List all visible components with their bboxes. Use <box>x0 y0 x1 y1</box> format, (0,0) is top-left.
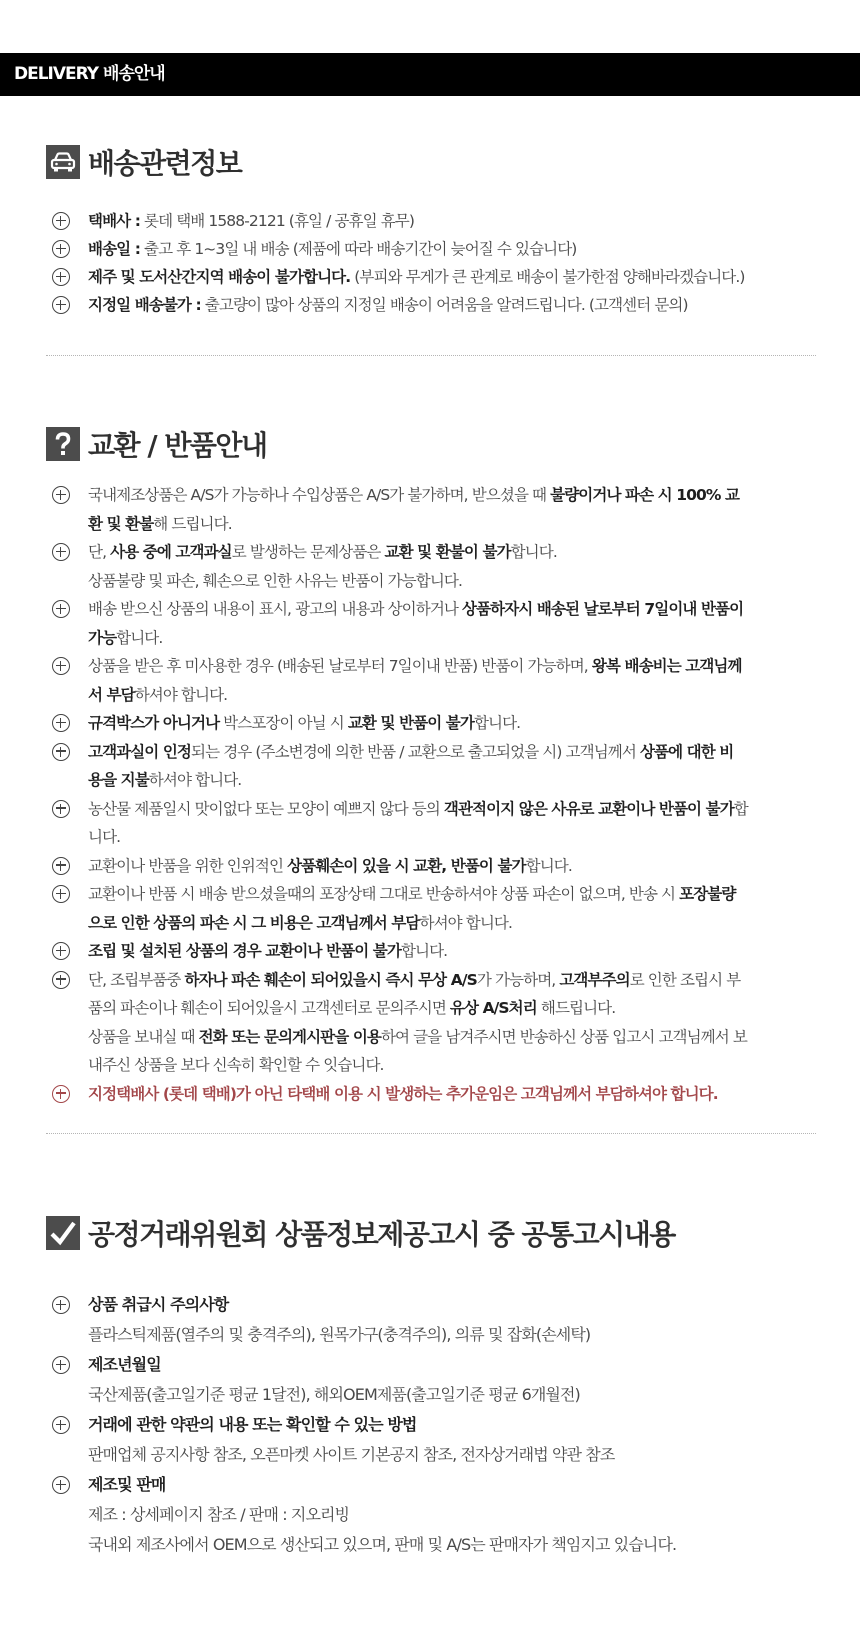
plus-circle-icon <box>52 543 70 561</box>
item-description: 판매업체 공지사항 참조, 오픈마켓 사이트 기본공지 참조, 전자상거래법 약관 참조 <box>88 1445 615 1464</box>
exchange-return-section <box>46 427 826 1108</box>
bold-text: 서 부담 <box>88 685 135 704</box>
bold-text: 지정일 배송불가 : <box>88 296 201 314</box>
plus-circle-icon <box>52 600 70 618</box>
bold-text: 고객과실이 인정 <box>88 742 192 761</box>
section-header <box>46 427 826 461</box>
plus-circle-icon <box>52 1476 70 1494</box>
item-text: 하셔야 합니다. <box>134 685 228 704</box>
list-item <box>46 966 826 1080</box>
bold-text: 제주 및 도서산간지역 배송이 불가합니다. <box>88 268 351 286</box>
section-title: 교환 / 반품안내 <box>88 429 267 462</box>
item-text: 국내제조상품은 A/S가 가능하나 수입상품은 A/S가 불가하며, 받으셨을 때 <box>88 486 551 504</box>
ftc-notice-section <box>46 1216 826 1560</box>
bold-text: 사용 중에 고객과실 <box>110 543 232 561</box>
list-item <box>46 595 826 652</box>
item-title: 상품 취급시 주의사항 <box>88 1295 229 1314</box>
plus-circle-icon <box>52 657 70 675</box>
plus-circle-icon <box>52 1085 70 1103</box>
list-item <box>46 738 826 795</box>
bold-text: 고객부주의 <box>559 970 630 989</box>
plus-circle-icon <box>52 1296 70 1314</box>
bold-text: 배송일 : <box>88 240 141 258</box>
item-text: 상품을 받은 후 미사용한 경우 (배송된 날로부터 7일이내 반품) 반품이 가능하며, <box>88 657 592 675</box>
item-text: 단, <box>88 543 111 561</box>
delivery-list <box>46 207 826 319</box>
bold-text: 객관적이지 않은 사유로 교환이나 반품이 불가 <box>443 799 734 818</box>
plus-circle-icon <box>52 714 70 732</box>
list-item <box>46 880 826 937</box>
plus-circle-icon <box>52 971 70 989</box>
page-header-title: DELIVERY 배송안내 <box>14 64 165 84</box>
item-title: 제조년월일 <box>88 1355 161 1374</box>
list-item <box>46 1410 826 1470</box>
bold-text: 상품에 대한 비 <box>639 742 734 761</box>
item-text: 합니다. <box>510 543 557 561</box>
item-text: 단, 조립부품중 <box>88 970 185 989</box>
item-text: 합 <box>733 799 748 818</box>
plus-circle-icon <box>52 1356 70 1374</box>
bold-text: 규격박스가 아니거나 <box>88 714 220 732</box>
plus-circle-icon <box>52 743 70 761</box>
item-text: 합니다. <box>400 942 448 960</box>
item-text: 교환이나 반품 시 배송 받으셨을때의 포장상태 그대로 반송하셔야 상품 파손이 없으며, 반송 시 <box>88 885 680 903</box>
item-text: 되는 경우 (주소변경에 의한 반품 / 교환으로 출고되었을 시) 고객님께서 <box>191 742 640 761</box>
item-text: 해드립니다. <box>536 999 616 1017</box>
item-text: 박스포장이 아닐 시 <box>219 714 348 732</box>
item-text: 롯데 택배 1588-2121 (휴일 / 공휴일 휴무) <box>140 212 415 230</box>
item-title: 거래에 관한 약관의 내용 또는 확인할 수 있는 방법 <box>88 1415 417 1434</box>
bold-text: 전화 또는 문의게시판을 이용 <box>198 1027 381 1046</box>
exchange-list <box>46 481 826 1108</box>
plus-circle-icon <box>52 486 70 504</box>
dotted-divider <box>46 355 816 356</box>
list-item <box>46 852 826 881</box>
dotted-divider <box>46 1133 816 1134</box>
plus-circle-icon <box>52 942 70 960</box>
item-text: 농산물 제품일시 맛이없다 또는 모양이 예쁘지 않다 등의 <box>88 799 444 818</box>
bold-text: 택배사 : <box>88 212 141 230</box>
list-item <box>46 235 826 263</box>
plus-circle-icon <box>52 800 70 818</box>
section-title: 배송관련정보 <box>88 147 242 180</box>
list-item <box>46 795 826 852</box>
item-text: 하셔야 합니다. <box>148 771 242 789</box>
item-description: 제조 : 상세페이지 참조 / 판매 : 지오리빙 <box>88 1505 350 1524</box>
item-text: 출고 후 1~3일 내 배송 (제품에 따라 배송기간이 늦어질 수 있습니다) <box>140 240 577 258</box>
item-title: 제조및 판매 <box>88 1475 166 1494</box>
section-header <box>46 1216 826 1250</box>
item-text: 출고량이 많아 상품의 지정일 배송이 어려움을 알려드립니다. (고객센터 문의) <box>200 296 688 314</box>
bold-text: 상품하자시 배송된 날로부터 7일이내 반품이 <box>462 600 744 618</box>
list-item <box>46 291 826 319</box>
checkmark-icon <box>46 1216 80 1250</box>
bold-text: 가능 <box>88 628 117 647</box>
bold-text: 유상 A/S처리 <box>449 999 537 1017</box>
page-header-bar <box>0 53 860 96</box>
item-text: 해 드립니다. <box>153 514 232 533</box>
bold-text: 포장불량 <box>679 885 736 903</box>
notice-list <box>46 1290 826 1560</box>
item-text: 하여 글을 남겨주시면 반송하신 상품 입고시 고객님께서 보 <box>380 1027 747 1046</box>
item-text: 합니다. <box>116 628 163 647</box>
item-text: 교환이나 반품을 위한 인위적인 <box>88 856 288 875</box>
bold-text: 환 및 환불 <box>88 514 154 533</box>
list-item <box>46 207 826 235</box>
plus-circle-icon <box>52 296 70 314</box>
item-text: 상품을 보내실 때 <box>88 1027 199 1046</box>
car-icon <box>46 145 80 179</box>
item-text: 하셔야 합니다. <box>419 913 513 932</box>
list-item <box>46 1470 826 1560</box>
bold-text: 상품훼손이 있을 시 교환, 반품이 불가 <box>287 856 526 875</box>
bold-text: 용을 지불 <box>88 771 149 789</box>
list-item <box>46 263 826 291</box>
bold-text: 하자나 파손 훼손이 되어있을시 즉시 무상 A/S <box>184 970 477 989</box>
section-header <box>46 145 826 179</box>
bold-text: 교환 및 반품이 불가 <box>347 714 474 732</box>
list-item <box>46 481 826 538</box>
list-item <box>46 709 826 738</box>
bold-text: 왕복 배송비는 고객님께 <box>591 657 742 675</box>
item-description: 국내외 제조사에서 OEM으로 생산되고 있으며, 판매 및 A/S는 판매자가 책임지고 있습니다. <box>88 1535 677 1554</box>
item-text: 상품불량 및 파손, 훼손으로 인한 사유는 반품이 가능합니다. <box>88 571 462 590</box>
bold-text: 으로 인한 상품의 파손 시 그 비용은 고객님께서 부담 <box>88 913 420 932</box>
list-item <box>46 652 826 709</box>
item-text: (부피와 무게가 큰 관계로 배송이 불가한점 양해바라겠습니다.) <box>350 268 745 286</box>
item-text: 합니다. <box>525 856 572 875</box>
delivery-info-section <box>46 145 826 319</box>
item-text: 내주신 상품을 보다 신속히 확인할 수 잇습니다. <box>88 1056 384 1074</box>
list-item <box>46 538 826 595</box>
bold-text: 불량이거나 파손 시 100% 교 <box>550 486 740 504</box>
item-text: 로 발생하는 문제상품은 <box>231 543 385 561</box>
bold-text: 교환 및 환불이 불가 <box>384 543 511 561</box>
list-item <box>46 1080 826 1109</box>
question-icon <box>46 427 80 461</box>
bold-text: 조립 및 설치된 상품의 경우 교환이나 반품이 불가 <box>88 942 401 960</box>
item-text: 품의 파손이나 훼손이 되어있을시 고객센터로 문의주시면 <box>88 999 450 1017</box>
list-item <box>46 1290 826 1350</box>
plus-circle-icon <box>52 212 70 230</box>
plus-circle-icon <box>52 240 70 258</box>
item-text: 니다. <box>88 828 121 846</box>
plus-circle-icon <box>52 885 70 903</box>
item-description: 플라스틱제품(열주의 및 충격주의), 원목가구(충격주의), 의류 및 잡화(손세탁) <box>88 1325 591 1344</box>
item-description: 국산제품(출고일기준 평균 1달전), 해외OEM제품(출고일기준 평균 6개월전) <box>88 1385 580 1404</box>
bold-text: 지정택배사 (롯데 택배)가 아닌 타택배 이용 시 발생하는 추가운임은 고객님께서 부담하셔야 합니다. <box>88 1084 718 1103</box>
item-text: 배송 받으신 상품의 내용이 표시, 광고의 내용과 상이하거나 <box>88 600 462 618</box>
list-item <box>46 1350 826 1410</box>
list-item <box>46 937 826 966</box>
plus-circle-icon <box>52 857 70 875</box>
item-text: 가 가능하며, <box>476 970 560 989</box>
plus-circle-icon <box>52 268 70 286</box>
item-text: 합니다. <box>473 714 521 732</box>
plus-circle-icon <box>52 1416 70 1434</box>
section-title: 공정거래위원회 상품정보제공고시 중 공통고시내용 <box>88 1218 675 1251</box>
item-text: 로 인한 조립시 부 <box>629 970 741 989</box>
